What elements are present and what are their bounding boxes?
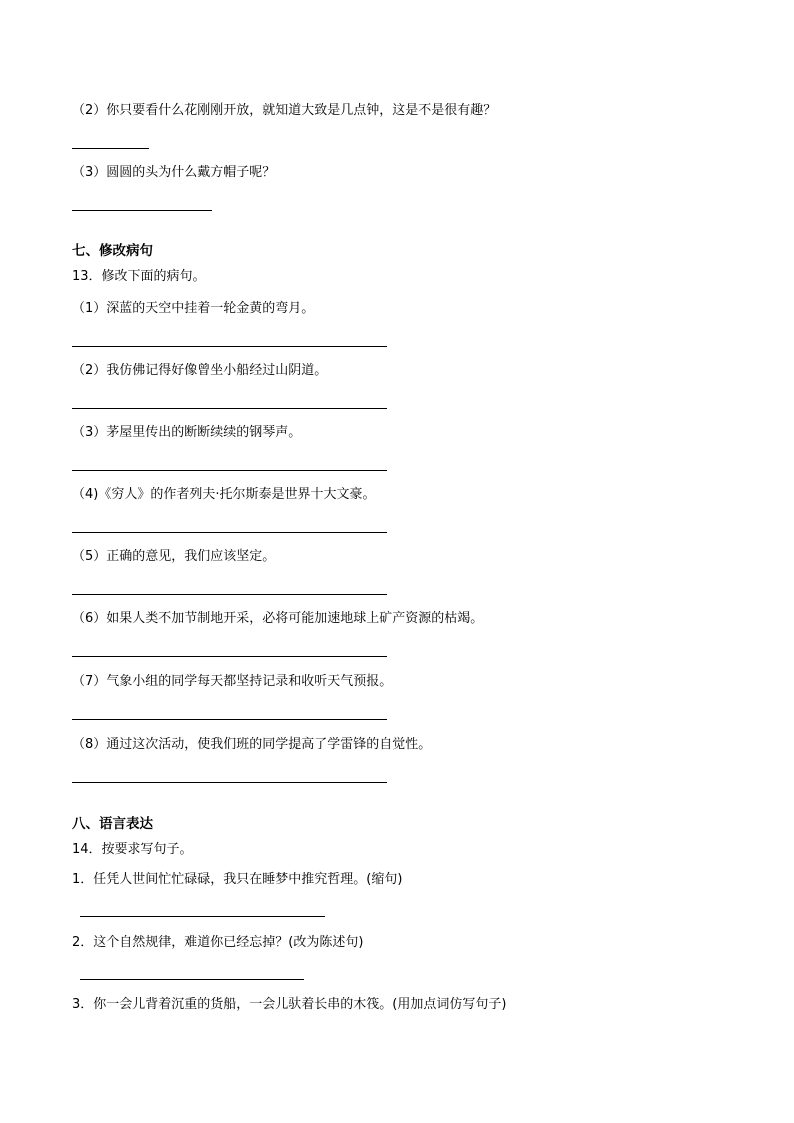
answer-line[interactable] (72, 532, 387, 533)
rewrite-item-3: 3．你一会儿背着沉重的货船，一会儿驮着长串的木筏。(用加点词仿写句子) (72, 997, 507, 1012)
answer-line[interactable] (72, 210, 212, 211)
answer-line[interactable] (72, 719, 387, 720)
sentence-item-3: （3）茅屋里传出的断断续续的钢琴声。 (72, 425, 302, 440)
question-13: 13．修改下面的病句。 (72, 269, 206, 284)
answer-line[interactable] (72, 782, 387, 783)
sentence-item-7: （7）气象小组的同学每天都坚持记录和收听天气预报。 (72, 674, 393, 689)
answer-line[interactable] (72, 594, 387, 595)
answer-line[interactable] (80, 979, 304, 980)
rewrite-item-2: 2．这个自然规律，难道你已经忘掉？(改为陈述句) (72, 935, 364, 950)
sentence-item-5: （5）正确的意见，我们应该坚定。 (72, 549, 276, 564)
answer-line[interactable] (72, 408, 387, 409)
sentence-item-2: （2）我仿佛记得好像曾坐小船经过山阴道。 (72, 363, 328, 378)
sentence-item-1: （1）深蓝的天空中挂着一轮金黄的弯月。 (72, 301, 315, 316)
answer-line[interactable] (72, 148, 149, 149)
answer-line[interactable] (72, 656, 387, 657)
question-12-3: （3）圆圆的头为什么戴方帽子呢？ (72, 165, 276, 180)
question-12-2: （2）你只要看什么花刚刚开放，就知道大致是几点钟，这是不是很有趣？ (72, 103, 497, 118)
answer-line[interactable] (72, 470, 387, 471)
sentence-item-6: （6）如果人类不加节制地开采，必将可能加速地球上矿产资源的枯竭。 (72, 611, 484, 626)
section-title-8: 八、语言表达 (72, 816, 153, 832)
sentence-item-8: （8）通过这次活动，使我们班的同学提高了学雷锋的自觉性。 (72, 737, 432, 752)
sentence-item-4: （4)《穷人》的作者列夫·托尔斯泰是世界十大文豪。 (72, 487, 376, 502)
rewrite-item-1: 1．任凭人世间忙忙碌碌，我只在睡梦中推究哲理。(缩句) (72, 872, 403, 887)
question-14: 14．按要求写句子。 (72, 842, 193, 857)
section-title-7: 七、修改病句 (72, 243, 153, 259)
answer-line[interactable] (80, 916, 325, 917)
answer-line[interactable] (72, 346, 387, 347)
